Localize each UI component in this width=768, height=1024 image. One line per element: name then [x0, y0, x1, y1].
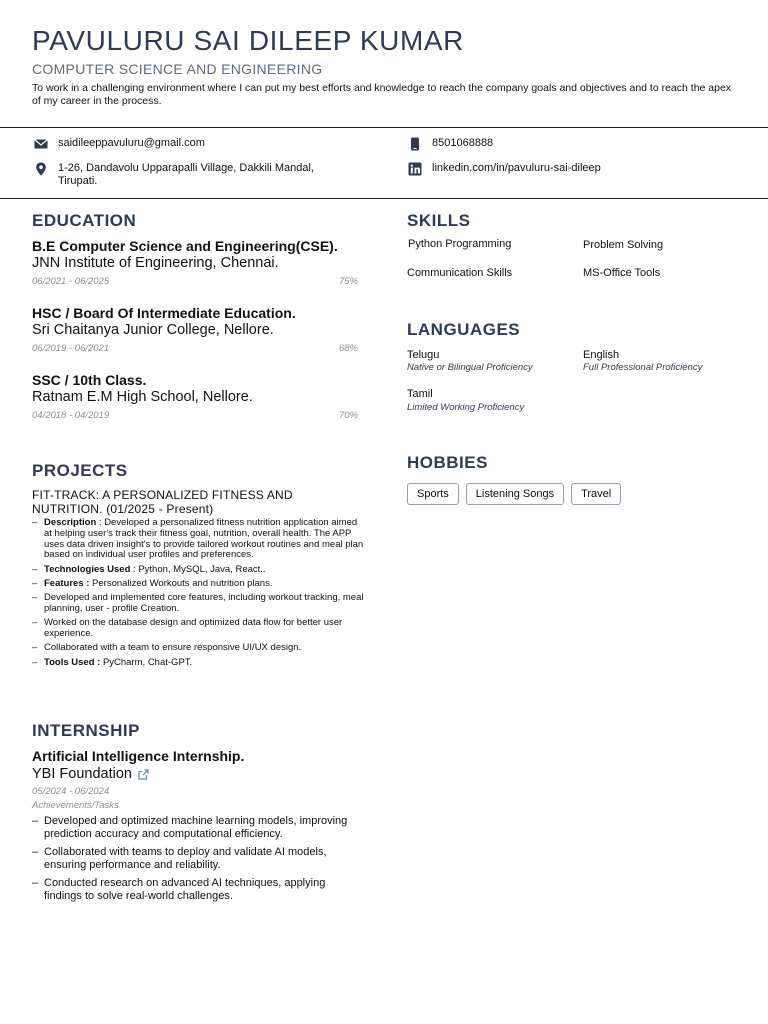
bullet-text: Developed a personalized fitness nutrition application aimed at helping user's track their fitness goal, nutrition, overall health. The APP uses data driven insight's to provide tailored workout routines and meal plan based on individual user profiles and preferences. [44, 517, 364, 561]
phone-icon [408, 137, 422, 151]
education-dates: 06/2019 - 06/2021 [32, 343, 110, 354]
education-score: 68% [338, 343, 358, 354]
contact-email[interactable] [34, 137, 205, 151]
internship-heading: INTERNSHIP [32, 721, 140, 740]
skills-heading: SKILLS [407, 211, 471, 230]
hobbies-heading: HOBBIES [407, 453, 488, 472]
project-bullet [32, 518, 364, 561]
education-score: 75% [338, 276, 358, 287]
bullet-text: Collaborated with a team to ensure responsive UI/UX design. [44, 642, 302, 654]
internship-dates: 05/2024 - 06/2024 [32, 786, 110, 797]
linkedin-icon [408, 162, 422, 176]
internship-bullet-list [32, 815, 362, 903]
email-text[interactable]: saidileeppavuluru@gmail.com [58, 137, 205, 149]
bullet-text: Personalized Workouts and nutrition plans. [92, 577, 273, 589]
education-degree: B.E Computer Science and Engineering(CSE). [32, 238, 338, 254]
bullet-text: PyCharm, Chat-GPT. [102, 656, 193, 668]
education-score: 70% [338, 410, 358, 421]
hobby-tag: Travel [571, 483, 621, 505]
language-name: Tamil [407, 388, 433, 400]
project-bullet [32, 593, 364, 615]
project-title: FIT-TRACK: A PERSONALIZED FITNESS AND NUTRITION. (01/2025 - Present) [32, 488, 293, 516]
hobby-tag: Listening Songs [466, 483, 564, 505]
contact-linkedin[interactable] [408, 162, 601, 176]
education-degree: HSC / Board Of Intermediate Education. [32, 305, 296, 321]
internship-org [32, 765, 362, 783]
education-school: JNN Institute of Engineering, Chennai. [32, 255, 279, 271]
address-text: 1-26, Dandavolu Upparapalli Village, Dakkili Mandal, Tirupati. [58, 162, 314, 187]
bullet-label: Description [44, 517, 97, 528]
bullet-label: Technologies Used [44, 563, 131, 575]
bullet-text: Developed and implemented core features, including workout tracking, meal planning, user - profile Creation. [44, 592, 364, 615]
external-link-icon[interactable] [138, 769, 149, 780]
language-level: Full Professional Proficiency [583, 362, 703, 373]
project-bullet [32, 565, 364, 576]
contact-band [0, 127, 768, 199]
location-pin-icon [34, 162, 48, 176]
project-bullet [32, 579, 364, 590]
education-school: Sri Chaitanya Junior College, Nellore. [32, 322, 274, 338]
education-entry [32, 238, 358, 287]
education-meta [32, 343, 358, 354]
candidate-subtitle: COMPUTER SCIENCE AND ENGINEERING [32, 61, 323, 77]
bullet-text: Python, MySQL, Java, React.. [138, 563, 266, 575]
internship-achievements-label: Achievements/Tasks [32, 800, 119, 811]
linkedin-text[interactable]: linkedin.com/in/pavuluru-sai-dileep [432, 162, 601, 174]
bullet-text: Worked on the database design and optimized data flow for better user experience. [44, 617, 343, 640]
internship-role: Artificial Intelligence Internship. [32, 748, 245, 764]
language-level: Limited Working Proficiency [407, 402, 525, 413]
skill-item: Problem Solving [583, 239, 664, 251]
project-bullet [32, 658, 364, 669]
email-icon [34, 137, 48, 151]
internship-bullet: – Developed and optimized machine learning models, improving prediction accuracy and computational efficiency. [32, 815, 362, 841]
language-name: English [583, 349, 620, 361]
bullet-label: Tools Used : [44, 656, 101, 668]
bullet-label: Features : [44, 577, 90, 589]
bullet-separator: : [130, 563, 139, 575]
project-bullet [32, 618, 364, 640]
education-entry [32, 372, 358, 421]
project-bullet-list [32, 518, 364, 672]
language-name: Telugu [407, 349, 440, 361]
internship-entry [32, 748, 362, 908]
internship-bullet: – Conducted research on advanced AI techniques, applying findings to solve real-world challenges. [32, 877, 362, 903]
internship-bullet: – Collaborated with teams to deploy and validate AI models, ensuring performance and reliability. [32, 846, 362, 872]
career-objective: To work in a challenging environment where I can put my best efforts and knowledge to reach the company goals and objectives and to reach the apex of my career in the process. [32, 82, 732, 107]
education-dates: 06/2021 - 06/2025 [32, 276, 110, 287]
education-meta [32, 410, 358, 421]
skill-item: Communication Skills [407, 267, 513, 279]
education-heading: EDUCATION [32, 211, 137, 230]
languages-heading: LANGUAGES [407, 320, 521, 339]
contact-phone[interactable] [408, 137, 493, 151]
projects-heading: PROJECTS [32, 461, 128, 480]
hobby-tag: Sports [407, 483, 459, 505]
skill-item: Python Programming [408, 238, 512, 250]
hobbies-list [407, 483, 621, 505]
education-meta [32, 276, 358, 287]
internship-org-name: YBI Foundation [32, 766, 132, 782]
contact-address [34, 162, 354, 188]
education-dates: 04/2018 - 04/2019 [32, 410, 110, 421]
phone-text[interactable]: 8501068888 [432, 137, 494, 149]
skill-item: MS-Office Tools [583, 267, 661, 279]
project-bullet [32, 643, 364, 654]
education-entry [32, 305, 358, 354]
education-school: Ratnam E.M High School, Nellore. [32, 389, 253, 405]
language-level: Native or Bilingual Proficiency [407, 362, 533, 373]
education-degree: SSC / 10th Class. [32, 372, 147, 388]
candidate-name: PAVULURU SAI DILEEP KUMAR [32, 25, 465, 56]
bullet-separator: : [96, 517, 105, 528]
resume-header [32, 22, 742, 108]
